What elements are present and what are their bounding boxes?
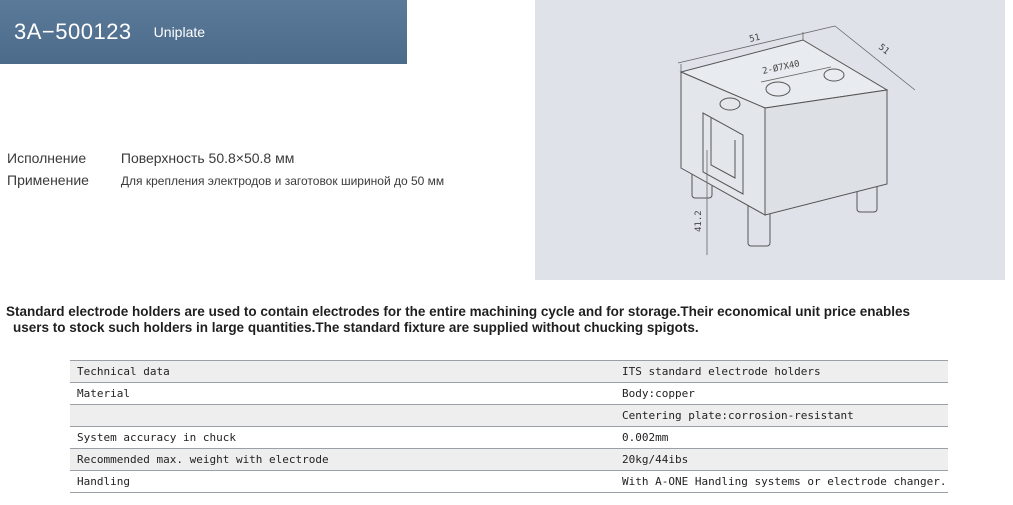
table-row	[70, 383, 948, 405]
table-row	[70, 471, 948, 493]
table-cell-value: With A-ONE Handling systems or electrode changer.	[615, 471, 948, 493]
table-row	[70, 405, 948, 427]
spec-execution	[7, 150, 294, 166]
table-cell-value: 20kg/44ibs	[615, 449, 948, 471]
table-row	[70, 427, 948, 449]
spec-application	[7, 172, 444, 188]
table-cell-value: Centering plate:corrosion-resistant	[615, 405, 948, 427]
product-code: 3A−500123	[14, 19, 132, 44]
table-cell-label: Recommended max. weight with electrode	[70, 449, 615, 471]
dim-right-label: 51	[876, 42, 891, 58]
table-row	[70, 449, 948, 471]
product-name: Uniplate	[153, 24, 206, 40]
spec-value: Для крепления электродов и заготовок шириной до 50 мм	[120, 174, 445, 188]
table-cell-value: 0.002mm	[615, 427, 948, 449]
table-cell-label	[70, 405, 615, 427]
header-bar	[0, 0, 407, 64]
spec-label: Исполнение	[7, 150, 87, 166]
table-row	[70, 361, 948, 383]
technical-drawing	[535, 0, 1005, 280]
technical-data-table	[70, 360, 948, 493]
description-line-2: users to stock such holders in large quantities.The standard fixture are supplied without chucking spigots.	[13, 320, 699, 335]
description-line-1: Standard electrode holders are used to contain electrodes for the entire machining cycle and for storage.Their economical unit price enables	[6, 304, 910, 319]
table-cell-label: Handling	[70, 471, 615, 493]
drawing-svg	[535, 0, 1005, 280]
spec-label: Применение	[7, 172, 89, 188]
table-cell-label: System accuracy in chuck	[70, 427, 615, 449]
dim-holes-label: 2-Ø7X40	[761, 59, 801, 77]
dim-top-label: 51	[748, 32, 762, 45]
description	[6, 304, 1011, 336]
spec-value: Поверхность 50.8×50.8 мм	[120, 150, 295, 166]
dim-height-label: 41.2	[694, 210, 704, 232]
table-cell-label: Material	[70, 383, 615, 405]
table-cell-value: ITS standard electrode holders	[615, 361, 948, 383]
table-cell-label: Technical data	[70, 361, 615, 383]
table-cell-value: Body:copper	[615, 383, 948, 405]
